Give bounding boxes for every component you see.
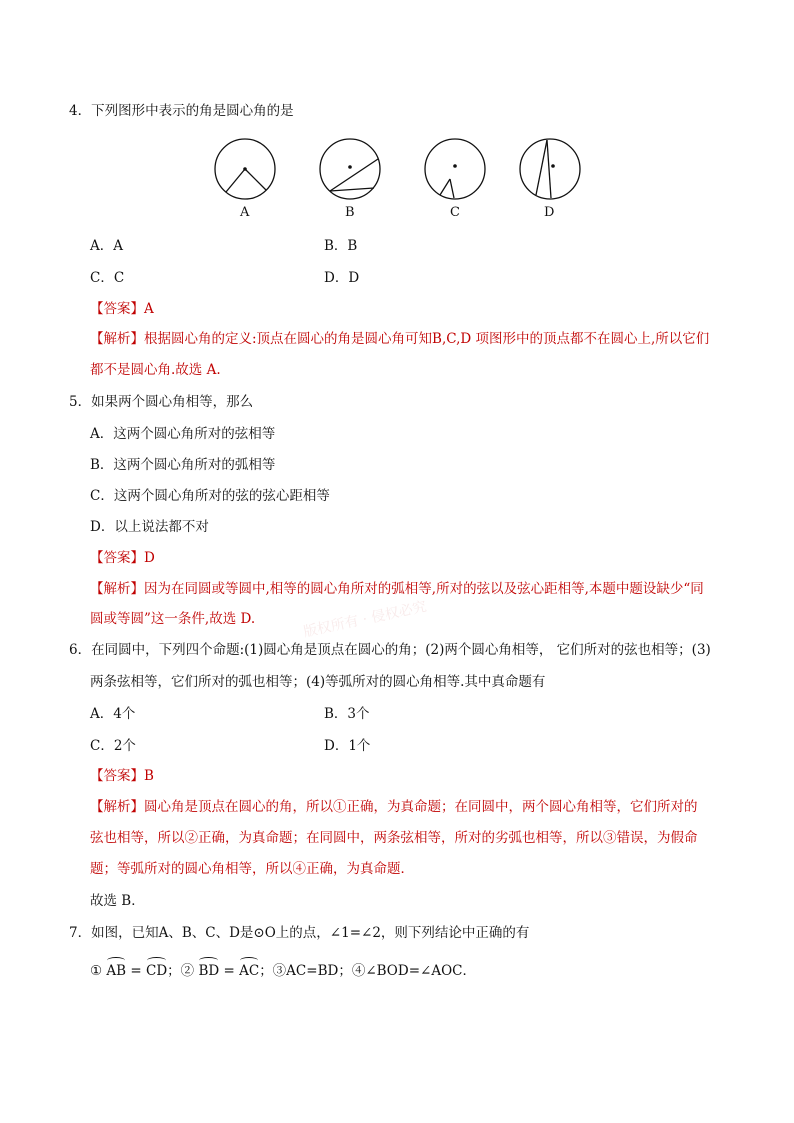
- answer-tag: 【答案】: [90, 768, 144, 784]
- q5-answer: [90, 549, 155, 567]
- arc-mark-icon: [240, 957, 258, 964]
- arc-mark-icon: [107, 957, 125, 964]
- q7-items: [90, 962, 476, 980]
- q4-analysis-line-2: 都不是圆心角.故选 A.: [90, 362, 221, 378]
- watermark: 版权所有 · 侵权必究: [302, 598, 429, 641]
- analysis-text: 因为在同圆或等圆中,相等的圆心角所对的弧相等,所对的弦以及弦心距相等,本题中题设缺少“同: [144, 581, 704, 597]
- q4-option-b: B．B: [324, 238, 358, 254]
- q4-option-d: D．D: [324, 270, 360, 286]
- q4-answer: [90, 300, 154, 318]
- figure-a: [215, 139, 275, 199]
- figure-label-a: A: [240, 205, 250, 220]
- q6-option-b: B．3个: [324, 706, 370, 722]
- answer-value: D: [144, 550, 155, 566]
- arc-mark-icon: [147, 957, 166, 964]
- arc-ac: AC: [239, 962, 259, 980]
- figure-label-d: D: [544, 205, 555, 220]
- answer-tag: 【答案】: [90, 550, 144, 566]
- analysis-tag: 【解析】: [90, 799, 144, 815]
- arc-cd: CD: [146, 962, 167, 980]
- analysis-tag: 【解析】: [90, 331, 144, 347]
- circle-figures: [210, 133, 590, 223]
- figure-label-c: C: [450, 205, 460, 220]
- q6-option-d: D．1个: [324, 738, 371, 754]
- analysis-text: 根据圆心角的定义:顶点在圆心的角是圆心角可知B,C,D 项图形中的顶点都不在圆心上,所以它们: [144, 331, 710, 347]
- q4-figures: [210, 133, 590, 223]
- q5-option-d: D．以上说法都不对: [90, 519, 209, 535]
- q6-analysis-line-2: 弦也相等，所以②正确，为真命题；在同圆中，两条弦相等，所对的劣弧也相等，所以③错误，为假命: [90, 830, 698, 846]
- q6-option-c: C．2个: [90, 738, 136, 754]
- q5-option-a: A．这两个圆心角所对的弦相等: [90, 426, 276, 442]
- q6-stem-line-1: 6．在同圆中，下列四个命题:(1)圆心角是顶点在圆心的角；(2)两个圆心角相等， 它们所对的弦也相等；(3): [69, 642, 711, 658]
- q6-option-a: A．4个: [90, 706, 136, 722]
- arc-ab: AB: [106, 962, 126, 980]
- answer-value: A: [144, 301, 154, 317]
- answer-value: B: [144, 768, 154, 784]
- q5-stem: 5．如果两个圆心角相等，那么: [69, 394, 254, 410]
- figure-d: [520, 139, 580, 199]
- arc-bd: BD: [198, 962, 219, 980]
- q5-analysis-line-2: 圆或等圆”这一条件,故选 D.: [90, 611, 256, 627]
- item-rest: ；③AC=BD；④∠BOD=∠AOC．: [259, 963, 476, 979]
- figure-b: [320, 139, 380, 199]
- q6-answer: [90, 767, 154, 785]
- q4-stem: 4．下列图形中表示的角是圆心角的是: [69, 103, 294, 119]
- q6-analysis-line-3: 题；等弧所对的圆心角相等，所以④正确，为真命题．: [90, 861, 414, 877]
- q6-conclusion: 故选 B．: [90, 893, 145, 909]
- q5-option-c: C．这两个圆心角所对的弦的弦心距相等: [90, 488, 330, 504]
- equals-sign: =: [130, 963, 146, 979]
- q6-stem-line-2: 两条弦相等，它们所对的弧也相等；(4)等弧所对的圆心角相等.其中真命题有: [90, 674, 546, 690]
- equals-sign: =: [223, 963, 240, 979]
- analysis-text: 圆心角是顶点在圆心的角，所以①正确，为真命题；在同圆中，两个圆心角相等，它们所对的: [144, 799, 698, 815]
- answer-tag: 【答案】: [90, 301, 144, 317]
- item-prefix: ；②: [167, 963, 195, 979]
- q7-stem: 7．如图，已知A、B、C、D是⊙O上的点，∠1=∠2，则下列结论中正确的有: [69, 925, 530, 941]
- arc-mark-icon: [199, 957, 218, 964]
- q4-analysis-line-1: [90, 330, 709, 348]
- q4-option-c: C．C: [90, 270, 125, 286]
- figure-c: [425, 139, 485, 199]
- q5-option-b: B．这两个圆心角所对的弧相等: [90, 457, 276, 473]
- analysis-tag: 【解析】: [90, 581, 144, 597]
- q6-analysis-line-1: [90, 798, 698, 816]
- item-prefix: ①: [90, 963, 103, 979]
- figure-label-b: B: [345, 205, 355, 220]
- q4-option-a: A．A: [90, 238, 123, 254]
